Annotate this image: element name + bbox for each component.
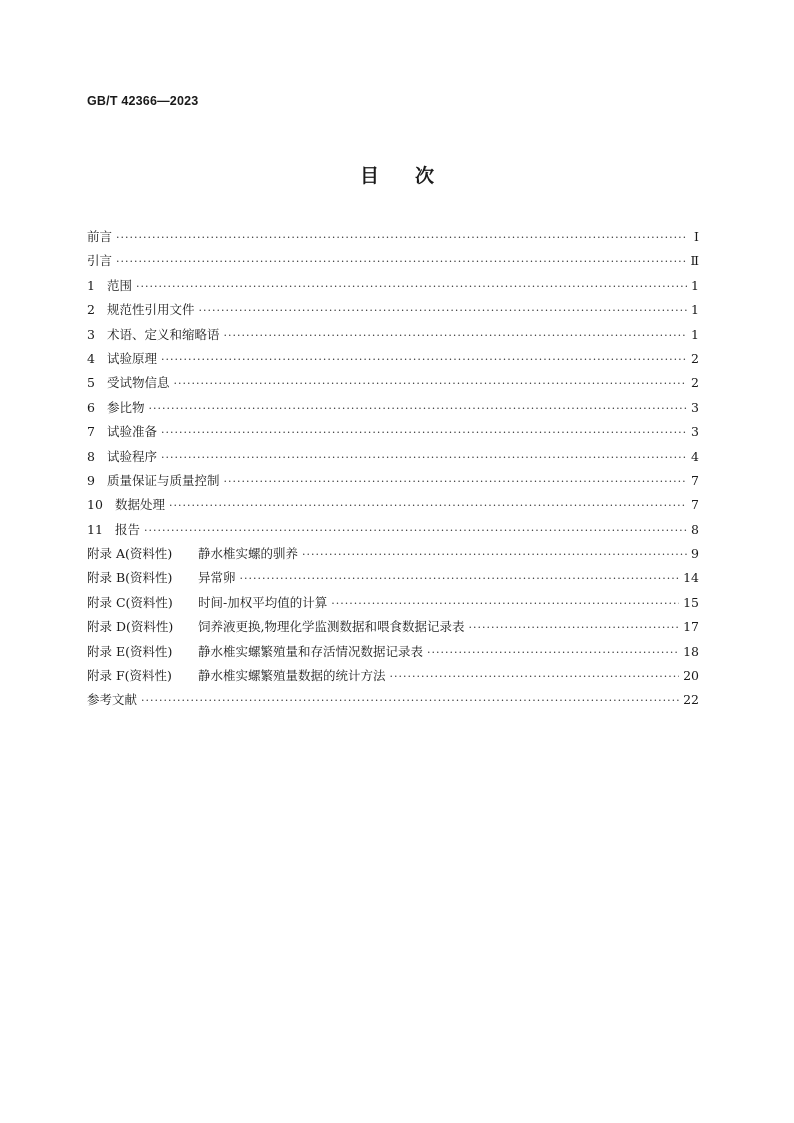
toc-entry[interactable]	[87, 593, 699, 617]
toc-entry-page: 4	[691, 448, 699, 464]
toc-leader-dots	[161, 426, 687, 439]
toc-leader-dots	[240, 572, 680, 585]
toc-leader-dots	[136, 280, 687, 293]
toc-entry-page: 22	[683, 692, 699, 708]
toc-entry-label: 报告	[115, 521, 141, 537]
toc-entry-label: 质量保证与质量控制	[107, 472, 220, 488]
toc-entry-number: 3	[87, 326, 95, 342]
toc-leader-dots	[149, 402, 687, 415]
toc-entry-label: 时间-加权平均值的计算	[198, 594, 328, 610]
toc-entry[interactable]	[87, 227, 699, 251]
toc-entry-page: 20	[683, 668, 699, 684]
standard-code: GB/T 42366—2023	[87, 94, 199, 108]
toc-entry-number: 11	[87, 521, 103, 537]
toc-leader-dots	[427, 646, 679, 659]
toc-entry[interactable]	[87, 544, 699, 568]
page-title: 目次	[359, 165, 470, 187]
toc-entry-label: 试验准备	[107, 424, 158, 440]
toc-entry-page: 3	[691, 424, 699, 440]
toc-entry[interactable]	[87, 495, 699, 519]
toc-entry[interactable]	[87, 690, 699, 714]
toc-entry-label: 静水椎实螺繁殖量和存活情况数据记录表	[198, 643, 424, 659]
toc-entry[interactable]	[87, 300, 699, 324]
toc-entry[interactable]	[87, 398, 699, 422]
toc-entry-label: 引言	[87, 253, 113, 269]
toc-entry[interactable]	[87, 617, 699, 641]
toc-entry-page: 14	[683, 570, 699, 586]
toc-entry-label: 数据处理	[115, 497, 166, 513]
toc-leader-dots	[224, 329, 687, 342]
toc-leader-dots	[468, 621, 679, 634]
toc-entry-page: 18	[683, 643, 699, 659]
toc-entry-number: 6	[87, 399, 95, 415]
toc-entry-label: 前言	[87, 229, 113, 244]
toc-entry-page: 7	[691, 472, 699, 488]
toc-entry-page: 2	[691, 375, 699, 391]
toc-entry[interactable]	[87, 349, 699, 373]
toc-entry-label: 试验程序	[107, 448, 158, 464]
table-of-contents	[87, 227, 699, 715]
toc-leader-dots	[141, 694, 679, 707]
toc-leader-dots	[144, 524, 687, 537]
toc-entry-page: 1	[691, 277, 699, 293]
toc-entry[interactable]	[87, 568, 699, 592]
toc-entry[interactable]	[87, 422, 699, 446]
toc-leader-dots	[161, 353, 687, 366]
toc-entry[interactable]	[87, 251, 699, 275]
toc-entry-page: 1	[691, 302, 699, 318]
toc-entry-page: 9	[691, 546, 699, 562]
toc-entry-number: 4	[87, 350, 95, 366]
toc-entry-number: 附录 B(资料性)	[87, 570, 173, 586]
toc-entry-number: 2	[87, 302, 95, 318]
toc-entry-label: 规范性引用文件	[107, 302, 195, 318]
toc-entry-number: 附录 D(资料性)	[87, 619, 174, 635]
toc-entry-page: Ⅰ	[694, 229, 699, 244]
toc-entry[interactable]	[87, 666, 699, 690]
toc-leader-dots	[331, 597, 679, 610]
toc-entry-label: 静水椎实螺的驯养	[198, 546, 299, 562]
toc-leader-dots	[116, 255, 686, 268]
toc-entry-label: 静水椎实螺繁殖量数据的统计方法	[198, 668, 386, 684]
toc-leader-dots	[390, 670, 680, 683]
toc-entry[interactable]	[87, 373, 699, 397]
toc-entry-page: 15	[683, 594, 699, 610]
toc-leader-dots	[199, 304, 687, 317]
toc-entry-number: 9	[87, 472, 95, 488]
toc-entry-number: 8	[87, 448, 95, 464]
toc-entry-label: 参考文献	[87, 692, 138, 708]
toc-entry[interactable]	[87, 642, 699, 666]
toc-entry-label: 异常卵	[198, 570, 236, 586]
toc-entry-page: Ⅱ	[690, 253, 699, 269]
toc-entry-label: 试验原理	[107, 350, 158, 366]
toc-entry[interactable]	[87, 276, 699, 300]
toc-entry-label: 范围	[107, 277, 133, 293]
toc-entry-page: 2	[691, 350, 699, 366]
toc-leader-dots	[224, 475, 687, 488]
toc-entry-page: 8	[691, 521, 699, 537]
toc-entry-label: 术语、定义和缩略语	[107, 326, 220, 342]
toc-entry-label: 参比物	[107, 399, 145, 415]
toc-entry-number: 5	[87, 375, 95, 391]
toc-entry-page: 17	[683, 619, 699, 635]
toc-entry-number: 1	[87, 277, 95, 293]
toc-entry-page: 1	[691, 326, 699, 342]
toc-entry-number: 附录 C(资料性)	[87, 594, 173, 610]
toc-entry-number: 10	[87, 497, 103, 513]
toc-leader-dots	[169, 499, 687, 512]
toc-entry[interactable]	[87, 520, 699, 544]
toc-entry-page: 3	[691, 399, 699, 415]
toc-leader-dots	[161, 451, 687, 464]
toc-entry[interactable]	[87, 471, 699, 495]
toc-leader-dots	[116, 231, 687, 244]
toc-entry-page: 7	[691, 497, 699, 513]
toc-entry-number: 附录 E(资料性)	[87, 643, 173, 659]
toc-entry-number: 附录 F(资料性)	[87, 668, 172, 684]
toc-entry[interactable]	[87, 325, 699, 349]
toc-entry-label: 饲养液更换,物理化学监测数据和喂食数据记录表	[198, 619, 465, 635]
toc-entry[interactable]	[87, 447, 699, 471]
toc-leader-dots	[302, 548, 687, 561]
toc-entry-number: 7	[87, 424, 95, 440]
toc-leader-dots	[174, 377, 687, 390]
toc-entry-label: 受试物信息	[107, 375, 170, 391]
toc-entry-number: 附录 A(资料性)	[87, 546, 173, 562]
